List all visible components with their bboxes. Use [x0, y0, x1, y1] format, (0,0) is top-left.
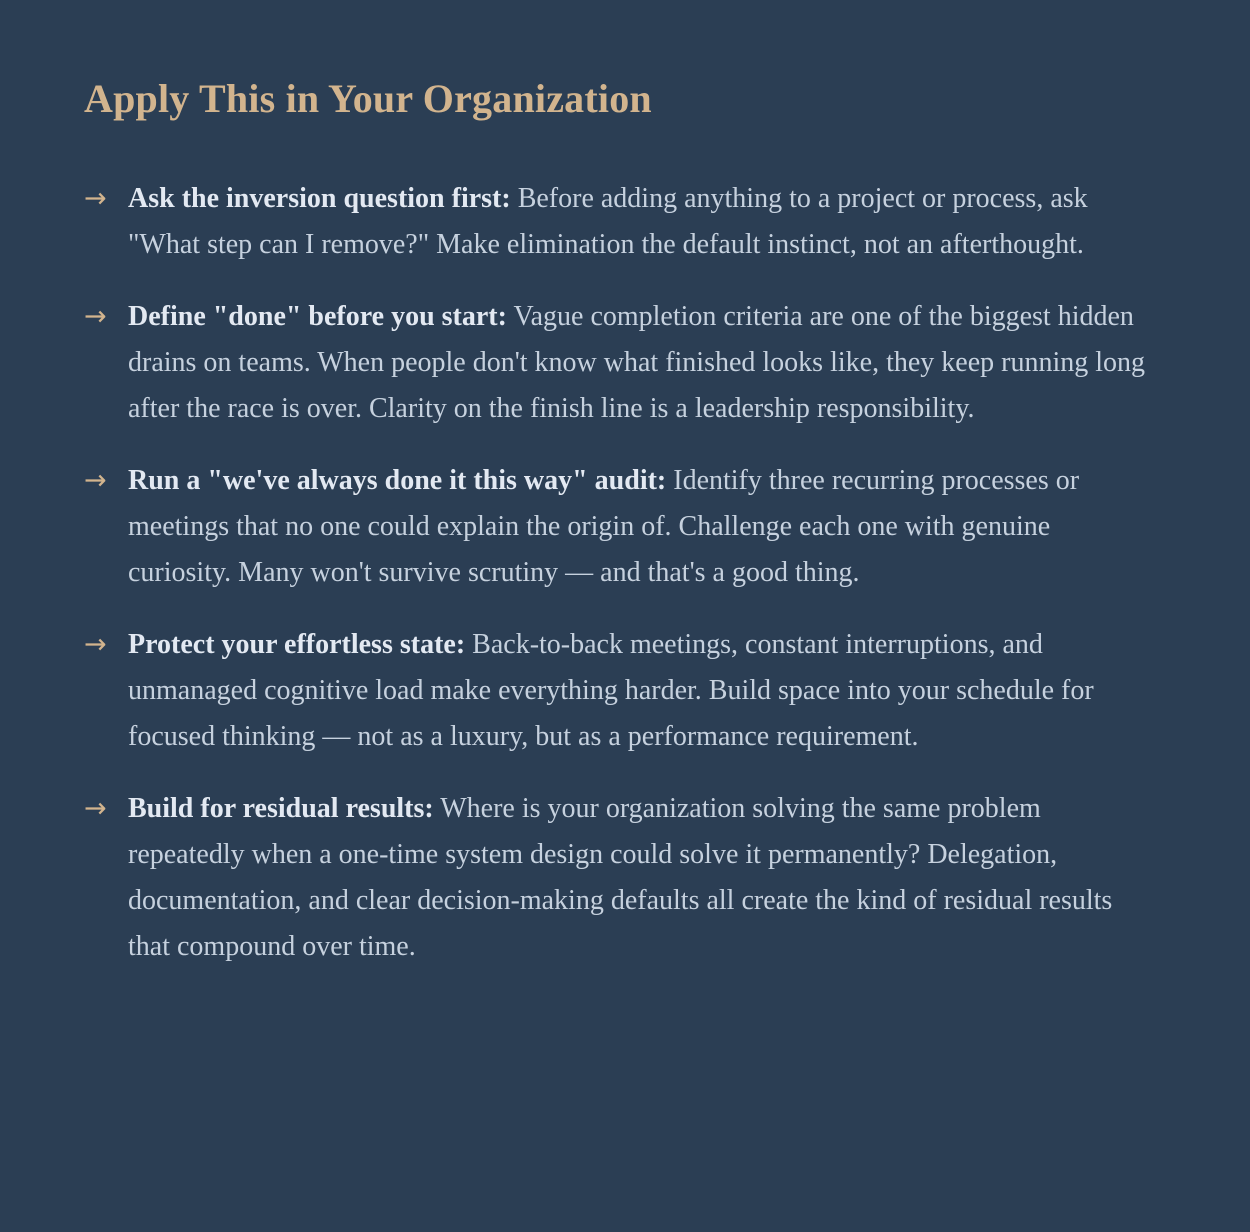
arrow-right-icon: →: [84, 183, 107, 214]
arrow-right-icon: →: [84, 301, 107, 332]
section-heading: Apply This in Your Organization: [84, 76, 652, 121]
list-item: [84, 294, 1158, 432]
action-list: [84, 176, 1158, 970]
item-text: [128, 294, 1158, 432]
item-text: [128, 458, 1158, 596]
item-lead: Ask the inversion question first:: [128, 183, 511, 214]
item-body: Back-to-back meetings, constant interruptions, and unmanaged cognitive load make everything harder. Build space into your schedule for focused thinking — not as a luxury, but as a performance requirement.: [128, 629, 1094, 752]
item-lead: Build for residual results:: [128, 793, 434, 824]
item-body: Where is your organization solving the same problem repeatedly when a one-time system design could solve it permanently? Delegation, documentation, and clear decision-making defaults all create the kind of residual results that compound over time.: [128, 793, 1113, 962]
list-item: [84, 622, 1158, 760]
item-body: Vague completion criteria are one of the biggest hidden drains on teams. When people don't know what finished looks like, they keep running long after the race is over. Clarity on the finish line is a leadership responsibility.: [128, 301, 1146, 424]
arrow-right-icon: →: [84, 793, 107, 824]
arrow-right-icon: →: [84, 465, 107, 496]
item-text: [128, 176, 1158, 268]
item-text: [128, 622, 1158, 760]
item-lead: Define "done" before you start:: [128, 301, 507, 332]
list-item: [84, 458, 1158, 596]
item-text: [128, 786, 1158, 970]
item-lead: Run a "we've always done it this way" audit:: [128, 465, 667, 496]
list-item: [84, 176, 1158, 268]
item-body: Identify three recurring processes or meetings that no one could explain the origin of. Challenge each one with genuine curiosity. Many won't survive scrutiny — and that's a good thing.: [128, 465, 1080, 588]
item-lead: Protect your effortless state:: [128, 629, 466, 660]
item-body: Before adding anything to a project or process, ask "What step can I remove?" Make elimination the default instinct, not an afterthought.: [128, 183, 1088, 260]
list-item: [84, 786, 1158, 970]
arrow-right-icon: →: [84, 629, 107, 660]
